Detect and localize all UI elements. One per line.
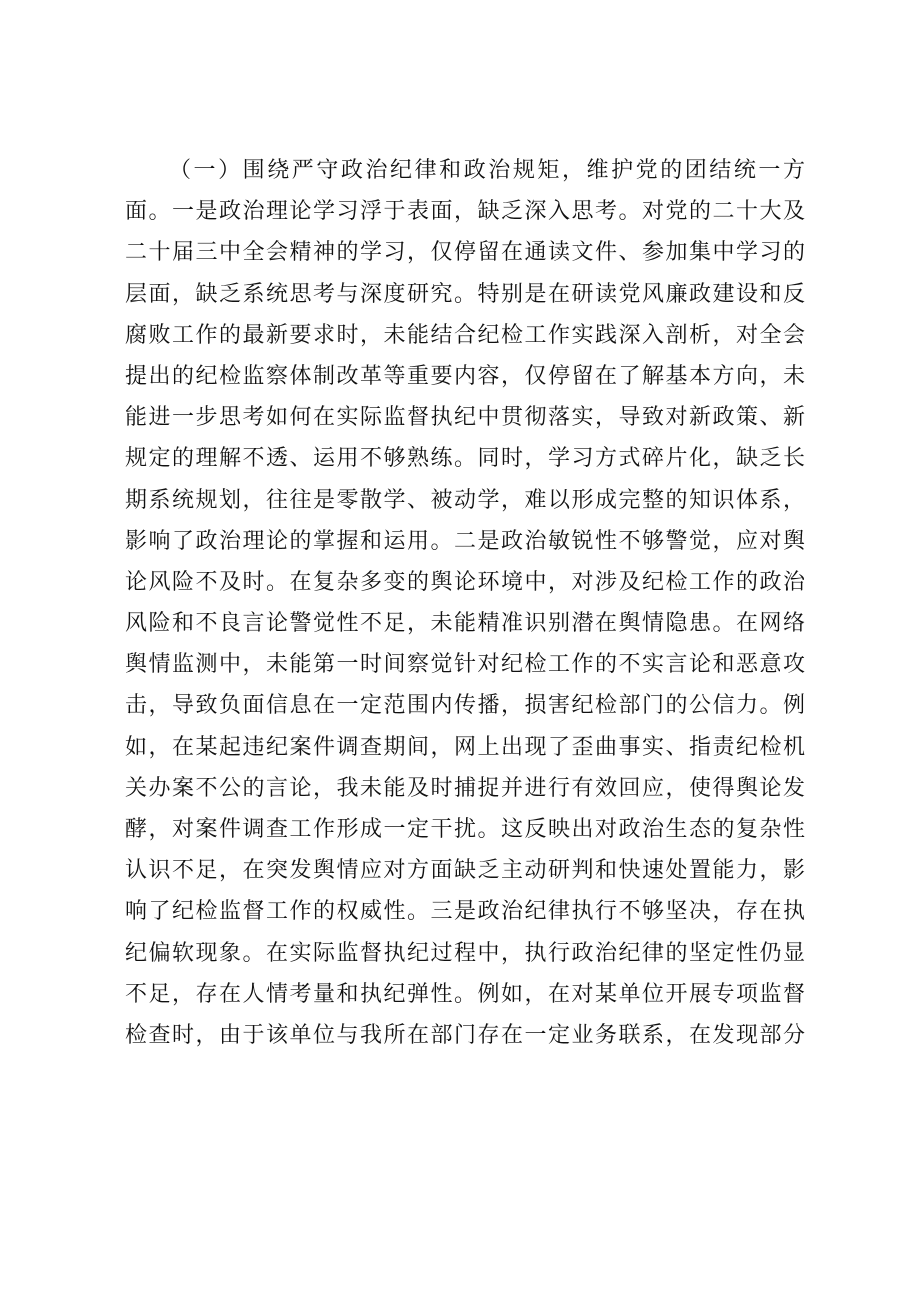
paragraph-line: 击，导致负面信息在一定范围内传播，损害纪检部门的公信力。例	[125, 693, 805, 719]
paragraph-line: 如，在某起违纪案件调查期间，网上出现了歪曲事实、指责纪检机	[125, 734, 805, 760]
paragraph-line: 检查时，由于该单位与我所在部门存在一定业务联系，在发现部分	[125, 1022, 805, 1048]
paragraph-line: 提出的纪检监察体制改革等重要内容，仅停留在了解基本方向，未	[125, 363, 805, 389]
paragraph-line: 规定的理解不透、运用不够熟练。同时，学习方式碎片化，缺乏长	[125, 446, 805, 472]
paragraph-line: 能进一步思考如何在实际监督执纪中贯彻落实，导致对新政策、新	[125, 405, 805, 431]
paragraph-line: 风险和不良言论警觉性不足，未能精准识别潜在舆情隐患。在网络	[125, 611, 805, 637]
paragraph-line: 腐败工作的最新要求时，未能结合纪检工作实践深入剖析，对全会	[125, 322, 805, 348]
paragraph-line: （一）围绕严守政治纪律和政治规矩，维护党的团结统一方	[169, 158, 805, 183]
paragraph-line: 舆情监测中，未能第一时间察觉针对纪检工作的不实言论和恶意攻	[125, 652, 805, 678]
paragraph-line: 纪偏软现象。在实际监督执纪过程中，执行政治纪律的坚定性仍显	[125, 940, 805, 966]
paragraph-line: 不足，存在人情考量和执纪弹性。例如，在对某单位开展专项监督	[125, 981, 805, 1007]
paragraph-line: 响了纪检监督工作的权威性。三是政治纪律执行不够坚决，存在执	[125, 899, 805, 925]
paragraph-line: 面。一是政治理论学习浮于表面，缺乏深入思考。对党的二十大及	[125, 199, 805, 225]
paragraph-line: 关办案不公的言论，我未能及时捕捉并进行有效回应，使得舆论发	[125, 775, 805, 801]
paragraph-line: 期系统规划，往往是零散学、被动学，难以形成完整的知识体系，	[125, 487, 805, 513]
paragraph-line: 酵，对案件调查工作形成一定干扰。这反映出对政治生态的复杂性	[125, 817, 805, 842]
paragraph-line: 层面，缺乏系统思考与深度研究。特别是在研读党风廉政建设和反	[125, 281, 805, 307]
paragraph-line: 二十届三中全会精神的学习，仅停留在通读文件、参加集中学习的	[125, 240, 805, 266]
paragraph-line: 认识不足，在突发舆情应对方面缺乏主动研判和快速处置能力，影	[125, 858, 805, 884]
paragraph-line: 论风险不及时。在复杂多变的舆论环境中，对涉及纪检工作的政治	[125, 569, 805, 595]
paragraph-line: 影响了政治理论的掌握和运用。二是政治敏锐性不够警觉，应对舆	[125, 528, 805, 554]
body-paragraph	[125, 150, 805, 1056]
